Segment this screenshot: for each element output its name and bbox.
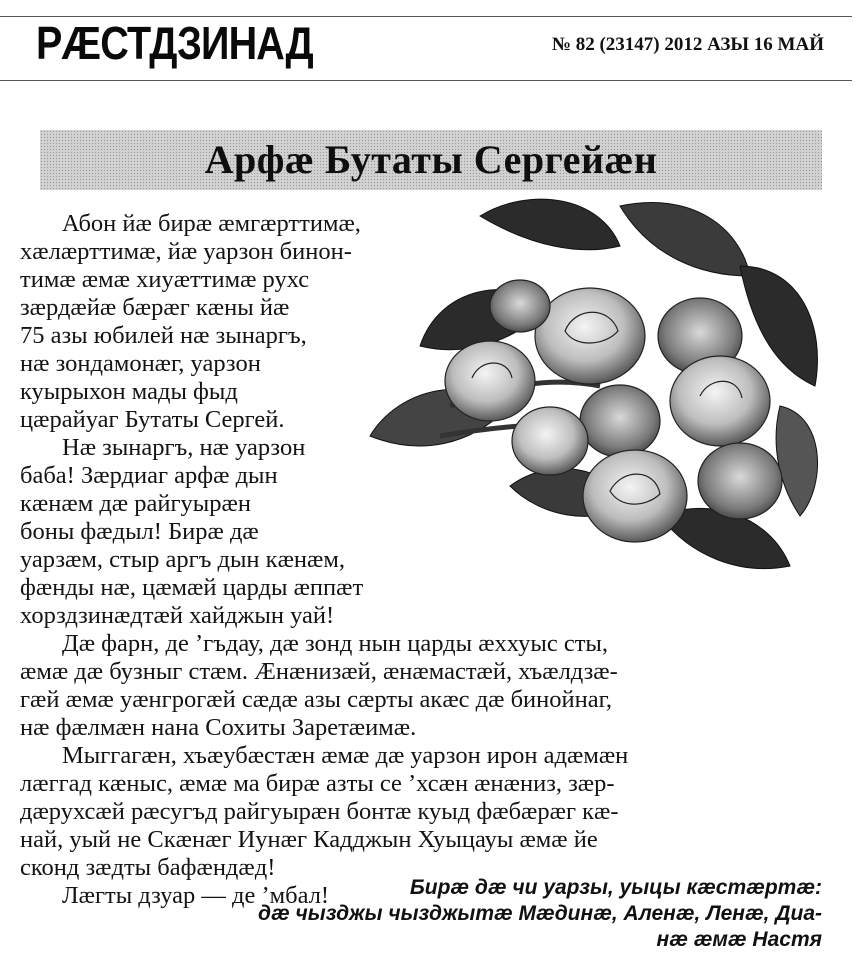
article-line: Лæгты дзуар — де ’мбал! — [62, 882, 330, 909]
article-line: хæлæрттимæ, йæ уарзон бинон- — [20, 238, 352, 265]
signature-line: нæ æмæ Настя — [656, 928, 822, 951]
article-line: Дæ фарн, де ’гъдау, дæ зонд нын царды æххуыс сты, — [62, 630, 608, 657]
article-line: боны фæдыл! Бирæ дæ — [20, 518, 259, 545]
article-line: зæрдæйæ бæрæг кæны йæ — [20, 294, 290, 321]
signature-line: дæ чызджы чызджытæ Мæдинæ, Аленæ, Ленæ, Диа- — [258, 902, 822, 925]
article-line: нæ зондамонæг, уарзон — [20, 350, 261, 377]
article-line: Мыггагæн, хъæубæстæн æмæ дæ уарзон ирон адæмæн — [62, 742, 629, 769]
article-line: хорздзинæдтæй хайджын уай! — [20, 602, 335, 629]
article-line: куырыхон мады фыд — [20, 378, 238, 405]
article-line: гæй æмæ уæнгрогæй сæдæ азы сæрты акæс дæ бинойнаг, — [20, 686, 613, 713]
article-line: æмæ дæ бузныг стæм. Æнæнизæй, æнæмастæй, хъæлдзæ- — [20, 658, 618, 685]
article-line: Нæ зынаргъ, нæ уарзон — [62, 434, 306, 461]
article-line: сконд зæдты бафæндæд! — [20, 854, 276, 881]
article-line: най, уый не Скæнæг Иунæг Кадджын Хуыцауы æмæ йе — [20, 826, 598, 853]
article-line: фæнды нæ, цæмæй царды æппæт — [20, 574, 364, 601]
issue-info: № 82 (23147) 2012 АЗЫ 16 МАЙ — [551, 34, 824, 55]
article-line: баба! Зæрдиаг арфæ дын — [20, 462, 278, 489]
article-line: уарзæм, стыр аргъ дын кæнæм, — [20, 546, 345, 573]
article-line: 75 азы юбилей нæ зынаргъ, — [20, 322, 307, 349]
article-line: дæрухсæй рæсугъд райгуырæн бонтæ куыд фæбæрæг кæ- — [20, 798, 619, 825]
article-line: Абон йæ бирæ æмгæрттимæ, — [62, 210, 361, 237]
article-title: Арфæ Бутаты Сергейæн — [204, 137, 658, 182]
signature-line: Бирæ дæ чи уарзы, уыцы кæстæртæ: — [409, 876, 822, 899]
article-line: кæнæм дæ райгуырæн — [20, 490, 251, 517]
newspaper-masthead: РÆСТДЗИНАД — [36, 17, 313, 69]
article-line: цæрайуаг Бутаты Сергей. — [20, 406, 285, 433]
article-line: лæггад кæныс, æмæ ма бирæ азты се ’хсæн æнæниз, зæр- — [20, 770, 615, 797]
article-line: нæ фæлмæн нана Сохиты Заретæимæ. — [20, 714, 417, 741]
article-line: тимæ æмæ хиуæттимæ рухс — [20, 266, 310, 293]
